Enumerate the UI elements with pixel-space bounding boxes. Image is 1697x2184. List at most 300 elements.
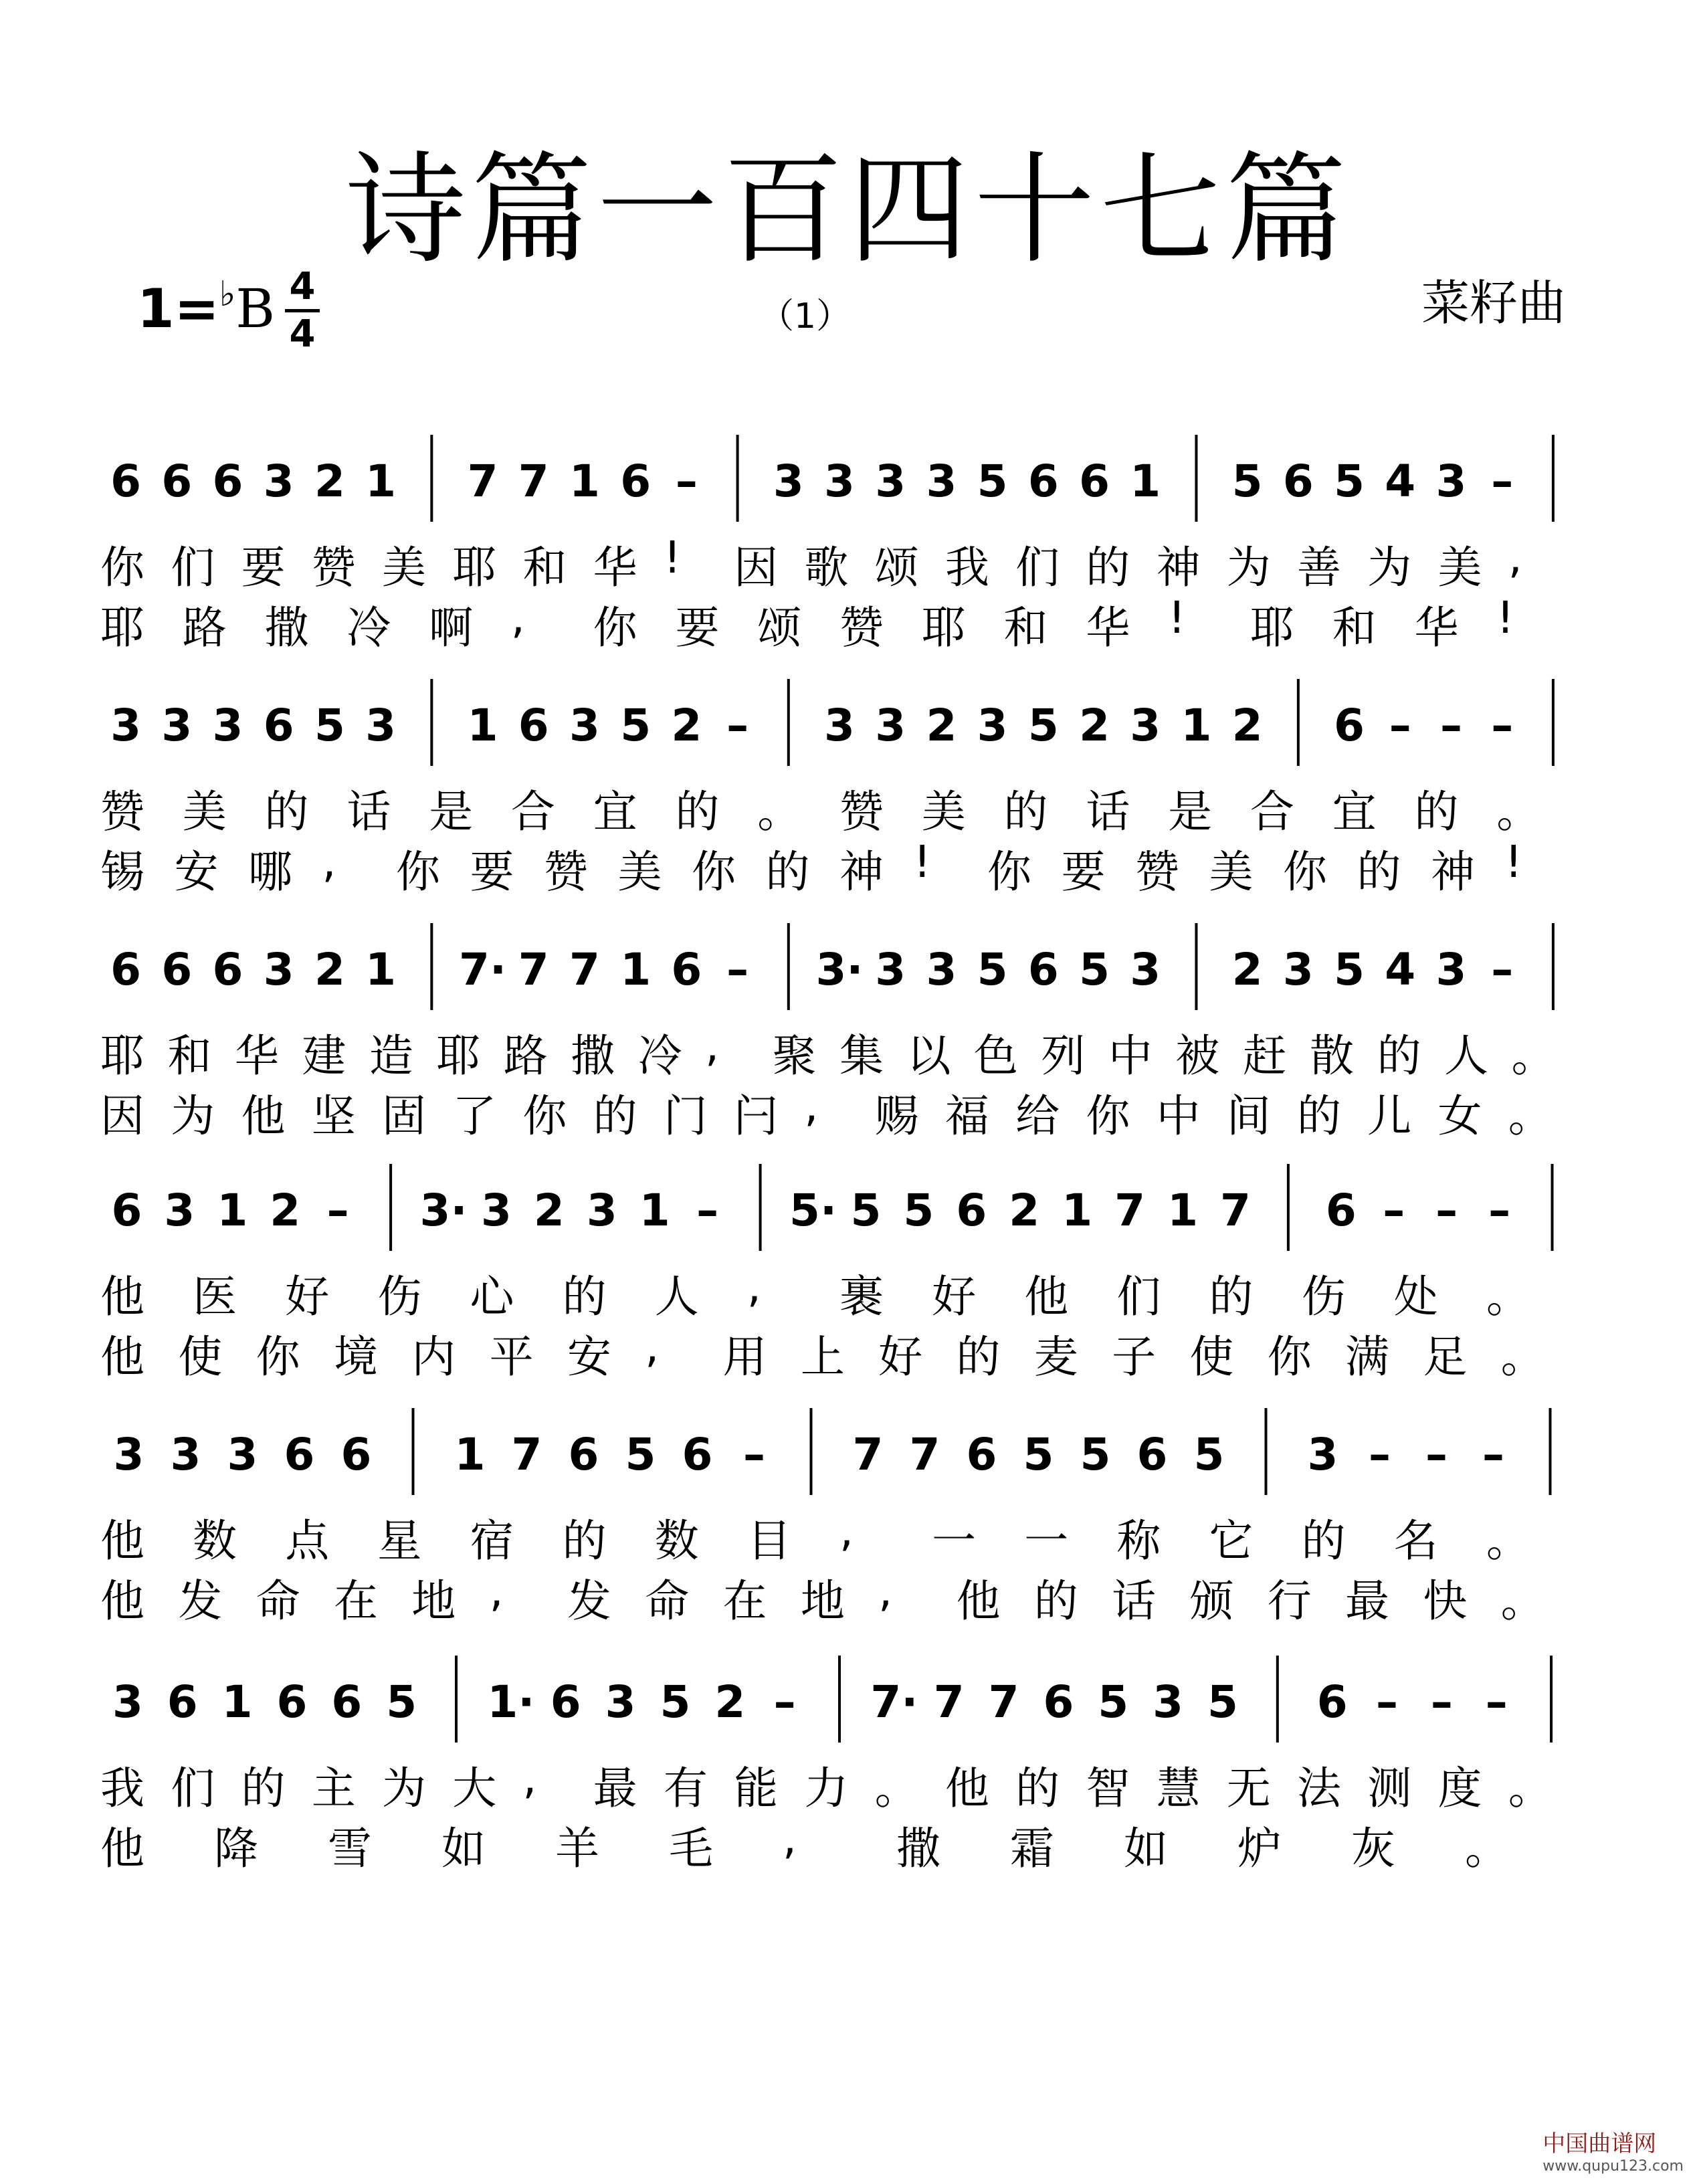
- lyric-char: 耶: [100, 1030, 144, 1082]
- note: 7: [988, 1676, 1019, 1728]
- lyric-char: 间: [1226, 1090, 1271, 1142]
- lyric-char: 灰: [1351, 1823, 1395, 1874]
- lyric-char: 地: [411, 1575, 456, 1627]
- note: 3: [113, 1429, 144, 1480]
- note: 6: [1136, 1429, 1168, 1480]
- lyric-char: 目: [746, 1515, 791, 1567]
- note: 3: [365, 700, 397, 751]
- lyric-char: 的: [1086, 542, 1130, 593]
- lyric-char: 命: [256, 1575, 300, 1627]
- lyric-char: 他: [100, 1331, 144, 1383]
- lyric-char: 们: [1116, 1271, 1161, 1322]
- note: 5: [314, 700, 345, 751]
- lyric-char: 称: [1116, 1515, 1161, 1567]
- lyric-char: 在: [333, 1575, 378, 1627]
- note: 6: [620, 456, 652, 507]
- note: 3: [875, 944, 906, 995]
- lyric-char: 主: [311, 1763, 356, 1814]
- note: 5: [386, 1676, 417, 1728]
- note: 3: [605, 1676, 636, 1728]
- note: 6: [671, 944, 702, 995]
- note: 7: [518, 456, 549, 507]
- lyric-char: 处: [1393, 1271, 1438, 1322]
- note: 6: [1027, 456, 1059, 507]
- lyric-char: 行: [1267, 1575, 1312, 1627]
- note: 3: [1435, 944, 1467, 995]
- composer: 菜籽曲: [1421, 275, 1567, 331]
- lyric-char: 散: [1310, 1030, 1355, 1082]
- note: 6: [568, 1429, 599, 1480]
- note: 1: [467, 700, 498, 751]
- lyric-char: ,: [878, 1565, 893, 1617]
- note: 1: [569, 456, 600, 507]
- lyric-line-1: [0, 1505, 1697, 1567]
- lyric-char: 他: [241, 1090, 286, 1142]
- lyric-char: 被: [1175, 1030, 1220, 1082]
- lyric-char: 安: [174, 846, 219, 898]
- lyric-char: 华: [234, 1030, 279, 1082]
- note: 7: [518, 944, 549, 995]
- note: 1: [1181, 700, 1212, 751]
- note: 3: [227, 1429, 258, 1480]
- lyric-char: 人: [654, 1271, 699, 1322]
- lyric-char: 耶: [921, 602, 966, 654]
- lyric-char: 歌: [804, 542, 849, 593]
- lyric-char: 裹: [839, 1271, 884, 1322]
- note: 6: [110, 456, 142, 507]
- lyric-char: 和: [1332, 602, 1377, 654]
- lyric-char: 如: [441, 1823, 486, 1874]
- key-signature: [137, 274, 275, 340]
- note: 5: [850, 1185, 882, 1236]
- lyric-char: 颁: [1189, 1575, 1234, 1627]
- lyric-char: 福: [944, 1090, 989, 1142]
- note: 1: [639, 1185, 670, 1236]
- note: 5: [660, 1676, 691, 1728]
- lyric-char: 聚: [772, 1030, 817, 1082]
- note: 5: [977, 944, 1008, 995]
- lyric-char: 你: [593, 602, 637, 654]
- lyric-char: 炉: [1237, 1823, 1282, 1874]
- lyric-char: 因: [734, 542, 779, 593]
- lyric-char: ,: [705, 1020, 720, 1072]
- lyric-char: 能: [734, 1763, 779, 1814]
- score-system: [0, 1642, 1697, 1874]
- note: 6: [1043, 1676, 1074, 1728]
- note: 1: [1062, 1185, 1093, 1236]
- lyric-char: ,: [839, 1505, 854, 1557]
- lyric-line-1: [0, 776, 1697, 837]
- lyric-char: 他: [100, 1271, 144, 1322]
- note: 3: [586, 1185, 617, 1236]
- lyric-char: 无: [1226, 1763, 1271, 1814]
- note: –: [1485, 1676, 1508, 1728]
- lyric-char: 。: [874, 1763, 919, 1814]
- note: 5: [1231, 456, 1263, 507]
- note: 1: [1167, 1185, 1199, 1236]
- lyric-char: 用: [722, 1331, 767, 1383]
- note: 5: [1334, 456, 1365, 507]
- note: 2: [314, 456, 345, 507]
- lyric-char: 要: [241, 542, 286, 593]
- note: 6: [110, 944, 142, 995]
- lyric-char: 合: [510, 786, 555, 837]
- lyric-char: 伤: [1301, 1271, 1346, 1322]
- lyric-char: 它: [1209, 1515, 1254, 1567]
- note: –: [1482, 1429, 1504, 1480]
- note: 6: [1079, 456, 1110, 507]
- lyric-char: 的: [1357, 846, 1401, 898]
- lyric-char: 们: [171, 1763, 215, 1814]
- lyric-char: 宜: [593, 786, 637, 837]
- key-note: B: [235, 278, 276, 340]
- lyric-char: 赐: [874, 1090, 919, 1142]
- note: 6: [263, 700, 294, 751]
- lyric-char: ,: [804, 1080, 819, 1132]
- lyric-char: 了: [452, 1090, 497, 1142]
- note: 7: [511, 1429, 542, 1480]
- lyric-char: 。: [1465, 1823, 1509, 1874]
- lyric-line-2: [0, 836, 1697, 898]
- note: 6: [212, 456, 243, 507]
- note: 3: [1153, 1676, 1184, 1728]
- lyric-char: 力: [804, 1763, 849, 1814]
- lyric-char: 给: [1015, 1090, 1060, 1142]
- lyric-char: 慧: [1156, 1763, 1201, 1814]
- note: 5: [1207, 1676, 1238, 1728]
- lyric-char: 建: [302, 1030, 346, 1082]
- note: –: [1425, 1429, 1448, 1480]
- lyric-char: 哪: [248, 846, 292, 898]
- lyric-char: 话: [346, 786, 391, 837]
- lyric-char: 度: [1437, 1763, 1482, 1814]
- note: 3: [263, 456, 294, 507]
- note: 3: [170, 1429, 201, 1480]
- note: 7: [909, 1429, 940, 1480]
- note: 4: [1385, 944, 1416, 995]
- lyric-char: 赞: [311, 542, 356, 593]
- note: 4: [1385, 456, 1416, 507]
- lyric-char: 足: [1423, 1331, 1468, 1383]
- note: –: [1389, 700, 1411, 751]
- lyric-char: 他: [100, 1823, 144, 1874]
- note: 2: [1009, 1185, 1040, 1236]
- note: 6: [276, 1676, 308, 1728]
- lyric-char: !: [1168, 592, 1186, 643]
- note: –: [773, 1676, 796, 1728]
- lyric-char: 要: [675, 602, 720, 654]
- lyric-char: ,: [322, 836, 336, 888]
- note: 5: [1023, 1429, 1054, 1480]
- note: 2: [1079, 700, 1110, 751]
- lyric-line-1: [0, 532, 1697, 593]
- lyric-char: 的: [1015, 1763, 1060, 1814]
- note: –: [1491, 456, 1514, 507]
- lyric-char: 他: [100, 1575, 144, 1627]
- lyric-char: 美: [182, 786, 227, 837]
- lyric-char: 赞: [839, 602, 884, 654]
- lyric-char: ,: [645, 1321, 660, 1373]
- lyric-char: 撒: [896, 1823, 940, 1874]
- lyric-char: 羊: [555, 1823, 599, 1874]
- lyric-char: 名: [1393, 1515, 1438, 1567]
- lyric-char: 我: [944, 542, 989, 593]
- lyric-char: 耶: [436, 1030, 481, 1082]
- lyric-char: 你: [1283, 846, 1327, 898]
- lyric-char: 为: [1226, 542, 1271, 593]
- lyric-char: 最: [1345, 1575, 1390, 1627]
- lyric-char: ,: [1508, 532, 1522, 583]
- note: 1: [620, 944, 652, 995]
- part-number: （1）: [759, 296, 852, 336]
- lyric-char: 使: [178, 1331, 223, 1383]
- lyric-char: 赞: [839, 786, 884, 837]
- note: –: [743, 1429, 765, 1480]
- lyric-char: 的: [562, 1515, 607, 1567]
- lyric-char: 善: [1297, 542, 1342, 593]
- lyric-char: 是: [429, 786, 474, 837]
- note: 7: [467, 456, 498, 507]
- lyric-char: 神: [839, 846, 884, 898]
- note: 1: [1130, 456, 1161, 507]
- lyric-char: 有: [663, 1763, 708, 1814]
- lyric-char: 。: [1500, 1331, 1545, 1383]
- lyric-char: 我: [100, 1763, 144, 1814]
- note: 6: [1325, 1185, 1357, 1236]
- note: 2: [314, 944, 345, 995]
- lyric-char: 你: [396, 846, 440, 898]
- lyric-char: 赞: [1135, 846, 1179, 898]
- lyric-char: 们: [1015, 542, 1060, 593]
- note: 3: [112, 1676, 143, 1728]
- score-system: [0, 1395, 1697, 1627]
- lyric-char: 女: [1437, 1090, 1482, 1142]
- note: –: [675, 456, 698, 507]
- note: 6: [161, 456, 193, 507]
- lyric-char: 你: [256, 1331, 300, 1383]
- lyric-char: 列: [1041, 1030, 1086, 1082]
- lyric-char: 好: [932, 1271, 977, 1322]
- note: 5: [1098, 1676, 1129, 1728]
- lyric-char: 。: [1511, 1030, 1556, 1082]
- lyric-char: 伤: [377, 1271, 422, 1322]
- lyric-char: 美: [381, 542, 426, 593]
- lyric-char: 在: [722, 1575, 767, 1627]
- lyric-char: 麦: [1033, 1331, 1078, 1383]
- lyric-char: ,: [489, 1565, 504, 1617]
- note: 5: [1079, 944, 1110, 995]
- lyric-char: 美: [1209, 846, 1254, 898]
- lyric-char: 的: [1414, 786, 1459, 837]
- note: 5: [1027, 700, 1059, 751]
- lyric-char: 你: [1086, 1090, 1130, 1142]
- note: 6: [966, 1429, 997, 1480]
- lyric-char: 颂: [757, 602, 802, 654]
- lyric-line-1: [0, 1261, 1697, 1322]
- lyric-char: 的: [264, 786, 309, 837]
- lyric-char: 撒: [264, 602, 309, 654]
- lyric-char: 为: [381, 1763, 426, 1814]
- lyric-char: 神: [1431, 846, 1475, 898]
- lyric-char: ,: [510, 592, 525, 643]
- note: 7: [1219, 1185, 1251, 1236]
- lyric-char: 因: [100, 1090, 144, 1142]
- lyric-char: 一: [1024, 1515, 1069, 1567]
- lyric-char: 美: [617, 846, 662, 898]
- lyric-char: 他: [100, 1515, 144, 1567]
- notation-line: [0, 1151, 1697, 1271]
- note: 7: [933, 1676, 965, 1728]
- lyric-line-2: [0, 1080, 1697, 1142]
- note: 6: [1027, 944, 1059, 995]
- lyric-char: 你: [100, 542, 144, 593]
- note: 6: [340, 1429, 372, 1480]
- note: –: [1376, 1676, 1399, 1728]
- note: 6: [956, 1185, 987, 1236]
- note: 5: [977, 456, 1008, 507]
- lyric-char: 要: [1061, 846, 1106, 898]
- note: 5·: [789, 1185, 837, 1236]
- lyric-char: 星: [377, 1515, 422, 1567]
- lyric-char: 冷: [637, 1030, 682, 1082]
- lyric-char: 要: [470, 846, 514, 898]
- lyric-char: 为: [1367, 542, 1412, 593]
- note: 5: [903, 1185, 934, 1236]
- note: 6: [111, 1185, 142, 1236]
- lyric-char: 坚: [311, 1090, 356, 1142]
- lyric-char: 的: [1209, 1271, 1254, 1322]
- note: 7: [569, 944, 600, 995]
- lyric-char: 子: [1112, 1331, 1157, 1383]
- lyric-char: 好: [878, 1331, 923, 1383]
- lyric-char: 智: [1086, 1763, 1130, 1814]
- lyric-char: !: [663, 532, 682, 583]
- lyric-char: 色: [973, 1030, 1018, 1082]
- note: –: [1439, 700, 1462, 751]
- note: –: [1488, 1185, 1511, 1236]
- lyric-char: 的: [593, 1090, 637, 1142]
- note: 2: [1231, 700, 1263, 751]
- lyric-char: 颂: [874, 542, 919, 593]
- note: 1: [454, 1429, 486, 1480]
- note: 3: [164, 1185, 195, 1236]
- lyric-char: 使: [1189, 1331, 1234, 1383]
- note: 3: [161, 700, 193, 751]
- lyric-char: 赶: [1242, 1030, 1287, 1082]
- lyric-char: 发: [567, 1575, 611, 1627]
- note: 5: [1193, 1429, 1225, 1480]
- lyric-char: 平: [489, 1331, 534, 1383]
- note: –: [326, 1185, 349, 1236]
- lyric-char: ,: [746, 1261, 761, 1312]
- lyric-char: 路: [182, 602, 227, 654]
- lyric-char: 和: [167, 1030, 212, 1082]
- lyric-char: 上: [800, 1331, 845, 1383]
- lyric-char: 话: [1086, 786, 1130, 837]
- song-title: 诗篇一百四十七篇: [345, 140, 1352, 280]
- note: 2: [1231, 944, 1263, 995]
- lyric-line-2: [0, 1813, 1697, 1874]
- lyric-char: 赞: [544, 846, 588, 898]
- lyric-char: 你: [692, 846, 736, 898]
- notation-line: [0, 910, 1697, 1030]
- notation-line: [0, 1395, 1697, 1515]
- lyric-char: 一: [932, 1515, 977, 1567]
- lyric-char: 耶: [452, 542, 497, 593]
- note: 6: [518, 700, 549, 751]
- note: 1: [217, 1185, 248, 1236]
- lyric-char: 集: [839, 1030, 884, 1082]
- lyric-char: ,: [783, 1813, 797, 1864]
- note: 3: [824, 456, 855, 507]
- lyric-char: 。: [1508, 1090, 1553, 1142]
- note: 2: [714, 1676, 746, 1728]
- note: –: [1435, 1185, 1458, 1236]
- lyric-char: 境: [333, 1331, 378, 1383]
- time-sig-top: 4: [289, 265, 316, 308]
- score-system: [0, 1151, 1697, 1383]
- note: –: [726, 944, 749, 995]
- lyric-char: 为: [171, 1090, 215, 1142]
- lyric-char: 你: [522, 1090, 567, 1142]
- watermark-url: www.qupu123.com: [1542, 2158, 1684, 2175]
- note: 6: [550, 1676, 581, 1728]
- note: 7: [852, 1429, 884, 1480]
- lyric-line-1: [0, 1020, 1697, 1082]
- lyric-char: 法: [1297, 1763, 1342, 1814]
- lyric-char: 快: [1423, 1575, 1468, 1627]
- lyric-char: ,: [522, 1753, 537, 1804]
- note: 7: [1114, 1185, 1146, 1236]
- lyric-char: 和: [522, 542, 567, 593]
- lyric-char: 话: [1112, 1575, 1157, 1627]
- lyric-char: 。: [1508, 1763, 1553, 1814]
- lyric-char: 的: [562, 1271, 607, 1322]
- lyric-char: 发: [178, 1575, 223, 1627]
- lyric-char: 他: [1024, 1271, 1069, 1322]
- lyric-char: 的: [956, 1331, 1001, 1383]
- note: 2: [533, 1185, 565, 1236]
- note: 1: [365, 456, 397, 507]
- lyric-char: 地: [800, 1575, 845, 1627]
- lyric-char: 数: [193, 1515, 237, 1567]
- note: 3: [773, 456, 804, 507]
- lyric-char: 。: [1486, 1515, 1530, 1567]
- lyric-char: 数: [654, 1515, 699, 1567]
- lyric-char: 锡: [100, 846, 144, 898]
- lyric-char: 。: [1486, 1271, 1530, 1322]
- note: –: [726, 700, 749, 751]
- notation-line: [0, 421, 1697, 542]
- lyric-char: 的: [765, 846, 810, 898]
- note: 6: [1334, 700, 1365, 751]
- lyric-char: 安: [567, 1331, 611, 1383]
- lyric-char: 降: [214, 1823, 258, 1874]
- notation-line: [0, 1642, 1697, 1763]
- lyric-char: 美: [1437, 542, 1482, 593]
- note: 6: [1282, 456, 1314, 507]
- note: 3: [1130, 700, 1161, 751]
- lyric-char: 的: [1003, 786, 1048, 837]
- note: 5: [1334, 944, 1365, 995]
- lyric-char: 中: [1156, 1090, 1201, 1142]
- note: 3: [926, 944, 957, 995]
- note: 3: [1307, 1429, 1338, 1480]
- note: 6: [682, 1429, 713, 1480]
- lyric-char: 的: [1033, 1575, 1078, 1627]
- lyric-char: 最: [593, 1763, 637, 1814]
- note: 1: [221, 1676, 253, 1728]
